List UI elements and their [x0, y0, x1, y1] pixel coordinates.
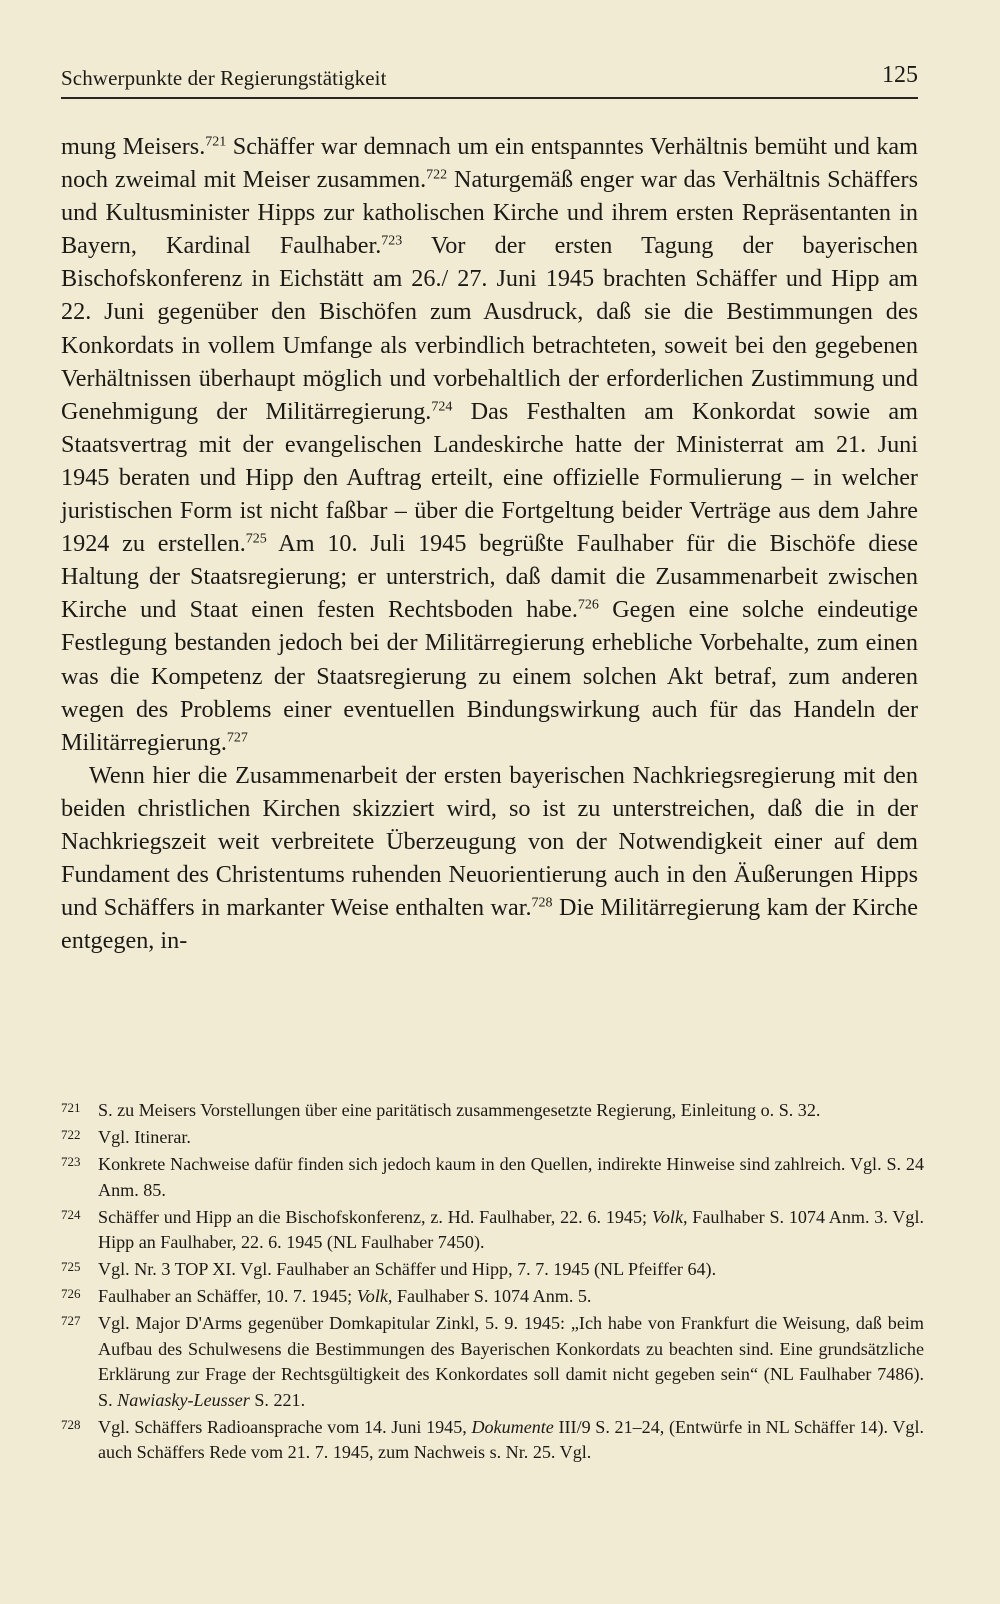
footnote-723	[61, 1152, 924, 1203]
footnote-text-run: Vgl. Major D'Arms gegenüber Domkapitular Zinkl, 5. 9. 1945: „Ich habe von Frankfurt die Weisung, daß beim Aufbau des Schulwesens die Bestimmungen des Bayerischen Konkordats zu beachten sind. Eine grundsätzliche Erklärung zur Frage der Rechtsgültigkeit des Konkordates soll damit nicht gegeben sein“ (NL Faulhaber 7486). S.	[98, 1313, 924, 1410]
footnote-726	[61, 1284, 924, 1310]
footnote-text	[98, 1098, 924, 1124]
header-rule	[61, 97, 918, 99]
footnote-728	[61, 1415, 924, 1466]
footnote-italic-run: Volk	[651, 1206, 683, 1227]
footnote-number: 727	[61, 1313, 81, 1328]
footnote-ref-721: 721	[205, 134, 227, 150]
footnote-text-run: Konkrete Nachweise dafür finden sich jedoch kaum in den Quellen, indirekte Hinweise sind zahlreich. Vgl. S. 24 Anm. 85.	[98, 1154, 924, 1200]
footnote-text-run: Vgl. Schäffers Radioansprache vom 14. Juni 1945,	[98, 1416, 472, 1437]
footnote-ref-728: 728	[531, 895, 553, 911]
footnote-text	[98, 1311, 924, 1413]
footnote-text-run: Vgl. Nr. 3 TOP XI. Vgl. Faulhaber an Schäffer und Hipp, 7. 7. 1945 (NL Pfeiffer 64).	[98, 1259, 717, 1279]
footnote-ref-723: 723	[381, 233, 403, 249]
footnote-text-run: , Faulhaber S. 1074 Anm. 5.	[387, 1286, 592, 1306]
footnote-text	[98, 1152, 924, 1203]
footnote-text-run: Schäffer und Hipp an die Bischofskonferenz, z. Hd. Faulhaber, 22. 6. 1945;	[98, 1206, 652, 1227]
footnote-text	[98, 1205, 924, 1256]
text-run: Das Festhalten am Konkordat sowie am Staatsvertrag mit der evangelischen Landeskirche hatte der Ministerrat am 21. Juni 1945 beraten und Hipp den Auftrag erteilt, eine offizielle Formulierung – in welcher juristischen Form ist nicht faßbar – über die Fortgeltung beider Verträge aus dem Jahre 1924 zu erstellen.	[61, 397, 918, 558]
text-run: Am 10. Juli 1945 begrüßte Faulhaber für die Bischöfe diese Haltung der Staatsregierung; er unterstrich, daß damit die Zusammenarbeit zwischen Kirche und Staat einen festen Rechtsboden habe.	[61, 530, 918, 624]
footnote-number: 722	[61, 1127, 81, 1142]
main-text	[61, 130, 918, 957]
footnote-number: 721	[61, 1100, 81, 1115]
footnote-ref-726: 726	[577, 597, 599, 613]
footnote-ref-722: 722	[426, 167, 448, 183]
footnote-ref-724: 724	[431, 399, 453, 415]
footnote-text-run: Vgl. Itinerar.	[98, 1127, 191, 1147]
paragraph-2	[61, 759, 918, 958]
footnote-number: 724	[61, 1206, 81, 1222]
text-run: Die Militärregierung kam der Kirche entgegen, in-	[61, 894, 918, 955]
footnote-italic-run: Nawiasky-Leusser	[117, 1389, 250, 1410]
footnote-number: 728	[61, 1416, 81, 1432]
paragraph-1	[61, 130, 918, 759]
page-header	[61, 62, 918, 98]
footnote-721	[61, 1098, 924, 1124]
footnote-727	[61, 1311, 924, 1413]
footnote-ref-727: 727	[226, 730, 248, 746]
footnote-text-run: S. 221.	[249, 1389, 306, 1410]
footnote-722	[61, 1125, 924, 1151]
footnote-text	[98, 1415, 924, 1466]
footnote-text-run: , Faulhaber S. 1074 Anm. 3. Vgl. Hipp an Faulhaber, 22. 6. 1945 (NL Faulhaber 7450).	[98, 1206, 924, 1252]
running-title: Schwerpunkte der Regierungstätigkeit	[61, 66, 387, 90]
page-number: 125	[882, 62, 918, 88]
footnote-725	[61, 1257, 924, 1283]
footnote-italic-run: Volk	[356, 1286, 388, 1306]
footnote-text-run: Faulhaber an Schäffer, 10. 7. 1945;	[98, 1286, 357, 1306]
footnote-ref-725: 725	[245, 531, 267, 547]
footnote-number: 725	[61, 1259, 81, 1274]
text-run: Vor der ersten Tagung der bayerischen Bischofskonferenz in Eichstätt am 26./ 27. Juni 1945 brachten Schäffer und Hipp am 22. Juni gegenüber den Bischöfen zum Ausdruck, daß sie die Bestimmungen des Konkordats in vollem Umfange als verbindlich betrachteten, soweit bei den gegebenen Verhältnissen überhaupt möglich und vorbehaltlich der erforderlichen Zustimmung und Genehmigung der Militärregierung.	[61, 232, 918, 425]
text-run: Wenn hier die Zusammenarbeit der ersten bayerischen Nachkriegsregierung mit den beiden christlichen Kirchen skizziert wird, so ist zu unterstreichen, daß die in der Nachkriegszeit weit verbreitete Überzeugung von der Notwendigkeit einer auf dem Fundament des Christentums ruhenden Neuorientierung auch in den Äußerungen Hipps und Schäffers in markanter Weise enthalten war.	[61, 761, 918, 922]
footnote-text-run: III/9 S. 21–24, (Entwürfe in NL Schäffer 14). Vgl. auch Schäffers Rede vom 21. 7. 1945, zum Nachweis s. Nr. 25. Vgl.	[98, 1416, 924, 1462]
footnote-text	[98, 1257, 924, 1283]
footnote-text-run: S. zu Meisers Vorstellungen über eine paritätisch zusammengesetzte Regierung, Einleitung o. S. 32.	[98, 1100, 821, 1120]
footnotes	[61, 1098, 924, 1467]
text-run: Schäffer war demnach um ein entspanntes Verhältnis bemüht und kam noch zweimal mit Meiser zusammen.	[61, 133, 918, 194]
footnote-italic-run: Dokumente	[471, 1416, 554, 1437]
text-run: Naturgemäß enger war das Verhältnis Schäffers und Kultusminister Hipps zur katholischen Kirche und ihrem ersten Repräsentanten in Bayern, Kardinal Faulhaber.	[61, 166, 918, 260]
footnote-text	[98, 1125, 924, 1151]
footnote-number: 723	[61, 1154, 81, 1169]
footnote-number: 726	[61, 1286, 81, 1301]
text-run: Gegen eine solche eindeutige Festlegung bestanden jedoch bei der Militärregierung erhebliche Vorbehalte, zum einen was die Kompetenz der Staatsregierung zu einem solchen Akt betraf, zum anderen wegen des Problems einer eventuellen Bindungswirkung auch für das Handeln der Militärregierung.	[61, 596, 918, 756]
footnote-724	[61, 1205, 924, 1256]
footnote-text	[98, 1284, 924, 1310]
text-run: mung Meisers.	[61, 133, 206, 160]
